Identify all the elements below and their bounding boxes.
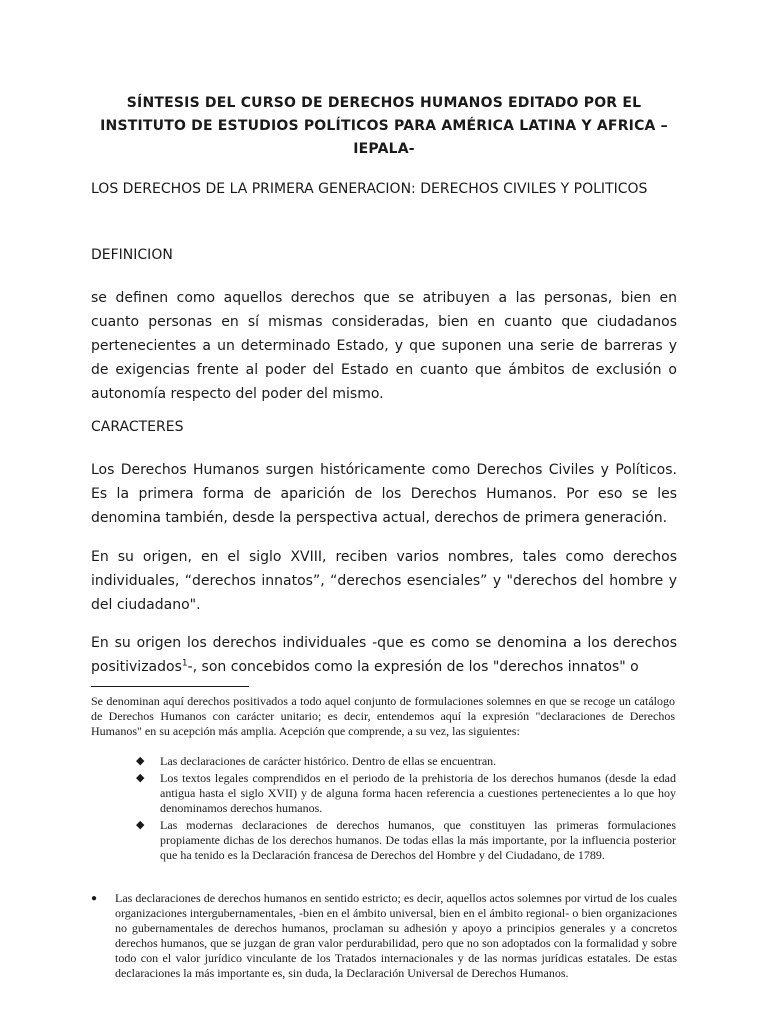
paragraph-3-text-end: -, son concebidos como la expresión de los "derechos innatos" o [187,659,639,675]
document-title: SÍNTESIS DEL CURSO DE DERECHOS HUMANOS EDITADO POR EL INSTITUTO DE ESTUDIOS POLÍTICOS PARA AMÉRICA LATINA Y AFRICA –IEPALA- [100,95,668,157]
diamond-bullet-icon: ◆ [136,755,145,767]
footnote-separator [91,686,249,687]
list-item-text: Los textos legales comprendidos en el periodo de la prehistoria de los derechos humanos (desde la edad antigua hasta el siglo XVII) y de alguna forma hacen referencia a cuestiones pertenecientes a lo que hoy denominamos derechos humanos. [160,771,676,815]
caracteres-paragraph-1: Los Derechos Humanos surgen históricamente como Derechos Civiles y Políticos. Es la primera forma de aparición de los Derechos Humanos. Por eso se les denomina también, desde la perspectiva actual, derechos de primera generación. [91,462,677,526]
list-item [136,754,676,769]
caracteres-paragraph-2: En su origen, en el siglo XVIII, reciben varios nombres, tales como derechos individuales, “derechos innatos”, “derechos esenciales” y "derechos del hombre y del ciudadano". [91,549,677,613]
diamond-bullet-icon: ◆ [136,772,145,784]
list-item [136,771,676,816]
footnote-reference[interactable]: 1 [181,658,188,669]
footnote-main-list [91,891,677,981]
list-item [136,818,676,863]
list-item-text: Las declaraciones de derechos humanos en sentido estricto; es decir, aquellos actos solemnes por virtud de los cuales organizaciones intergubernamentales, -bien en el ámbito universal, bien en el ámbito regional- o bien organizaciones no gubernamentales de derechos humanos, proclaman su adhesión y apoyo a principios generales y a concretos derechos humanos, que se juzgan de gran valor perdurabilidad, pero que no son adoptados con la formalidad y sobre todo con el valor jurídico vinculante de los Tratados internacionales y de las normas jurídicas estatales. De estas declaraciones la más importante es, sin duda, la Declaración Universal de Derechos Humanos. [115,891,677,980]
definicion-heading: DEFINICION [91,247,173,263]
diamond-bullet-icon: ◆ [136,819,145,831]
list-item [91,891,677,981]
caracteres-paragraph-3 [91,631,677,679]
list-item-text: Las modernas declaraciones de derechos humanos, que constituyen las primeras formulaciones propiamente dichas de los derechos humanos. De todas ellas la más importante, por la influencia posterior que ha tenido es la Declaración francesa de Derechos del Hombre y del Ciudadano, de 1789. [160,818,676,862]
definicion-paragraph: se definen como aquellos derechos que se atribuyen a las personas, bien en cuanto personas en sí mismas consideradas, bien en cuanto que ciudadanos pertenecientes a un determinado Estado, y que suponen una serie de barreras y de exigencias frente al poder del Estado en cuanto que ámbitos de exclusión o autonomía respecto del poder del mismo. [91,290,677,402]
caracteres-heading: CARACTERES [91,419,184,435]
round-bullet-icon: ● [91,893,98,904]
footnote-sub-list [136,754,676,865]
footnote-text: Se denominan aquí derechos positivados a todo aquel conjunto de formulaciones solemnes en que se recoge un catálogo de Derechos Humanos con carácter unitario; es decir, entendemos aquí la expresión "declaraciones de Derechos Humanos" en su acepción más amplia. Acepción que comprende, a su vez, las siguientes: [91,694,675,738]
section-heading: LOS DERECHOS DE LA PRIMERA GENERACION: DERECHOS CIVILES Y POLITICOS [91,181,648,197]
list-item-text: Las declaraciones de carácter histórico. Dentro de ellas se encuentran. [160,754,497,768]
paragraph-3-text-start: En su origen los derechos individuales -que es como se denomina a los derechos positivizados [91,635,677,675]
